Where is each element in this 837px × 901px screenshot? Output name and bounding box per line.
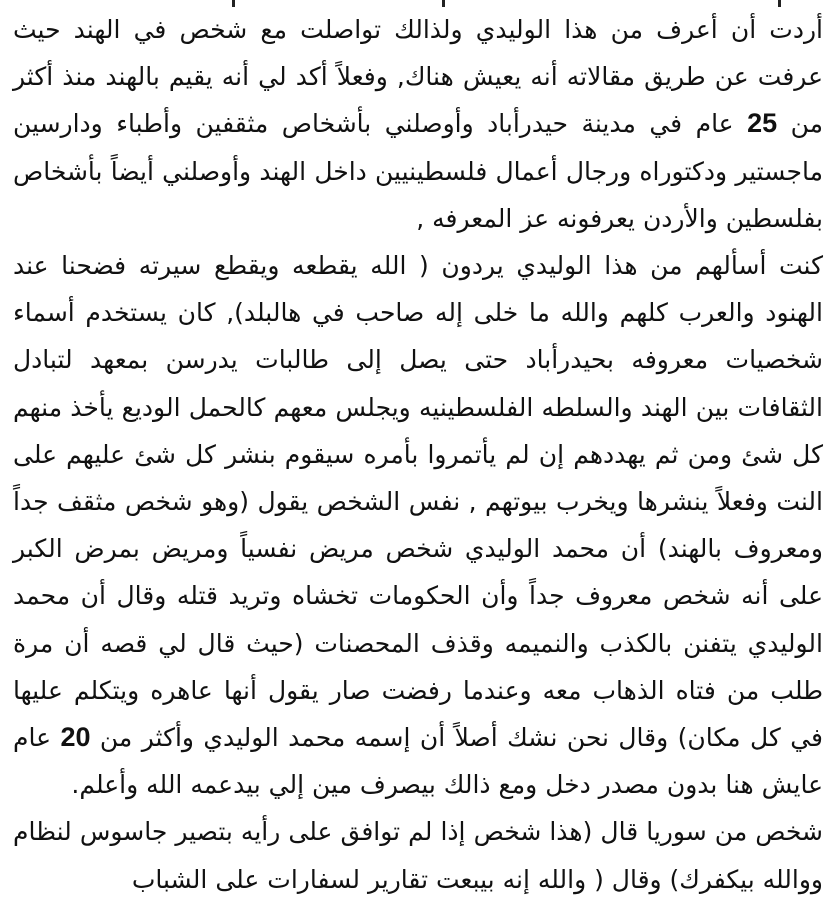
paragraph-2	[13, 242, 823, 808]
paragraph-1-text-b: عام في مدينة حيدرأباد وأوصلني بأشخاص مثقفين وأطباء ودارسين ماجستير ودكتوراه ورجال أعمال فلسطينيين داخل الهند وأوصلني أيضاً بأشخاص بفلسطين والأردن يعرفونه عز المعرفه ,	[13, 109, 823, 233]
years-in-india-number: 25	[747, 108, 778, 139]
paragraph-2-text-b: عام عايش هنا بدون مصدر دخل ومع ذالك بيصرف مين إلي بيدعمه الله وأعلم.	[13, 723, 823, 800]
paragraph-3	[13, 808, 823, 901]
paragraph-3-text: شخص من سوريا قال (هذا شخص إذا لم توافق على رأيه بتصير جاسوس لنظام ووالله بيكفرك) وقال ( والله إنه بيبعت تقارير لسفارات على الشباب	[13, 817, 823, 894]
paragraph-1	[13, 6, 823, 242]
article-text	[13, 6, 823, 901]
paragraph-1-text-a: أردت أن أعرف من هذا الوليدي ولذالك تواصلت مع شخص في الهند حيث عرفت عن طريق مقالاته أنه يعيش هناك, وفعلاً أكد لي أنه يقيم بالهند منذ أكثر من	[13, 15, 823, 139]
years-living-number: 20	[60, 722, 91, 753]
paragraph-2-text-a: كنت أسألهم من هذا الوليدي يردون ( الله يقطعه ويقطع سيرته فضحنا عند الهنود والعرب كلهم والله ما خلى إله صاحب في هالبلد), كان يستخدم أسماء شخصيات معروفه بحيدرأباد حتى يصل إلى طالبات يدرسن بمعهد لتبادل الثقافات بين الهند والسلطه الفلسطينيه ويجلس معهم كالحمل الوديع يأخذ منهم كل شئ ومن ثم يهددهم إن لم يأتمروا بأمره سيقوم بنشر كل شئ عليهم على النت وفعلاً ينشرها ويخرب بيوتهم , نفس الشخص يقول (وهو شخص مثقف جداً ومعروف بالهند) أن محمد الوليدي شخص مريض نفسياً ومريض بمرض الكبر على أنه شخص معروف جداً وأن الحكومات تخشاه وتريد قتله وقال أن محمد الوليدي يتفنن بالكذب والنميمه وقذف المحصنات (حيث قال لي قصه أن مرة طلب من فتاه الذهاب معه وعندما رفضت صار يقول أنها عاهره ويتكلم عليها في كل مكان) وقال نحن نشك أصلاً أن إسمه محمد الوليدي وأكثر من	[13, 251, 823, 753]
